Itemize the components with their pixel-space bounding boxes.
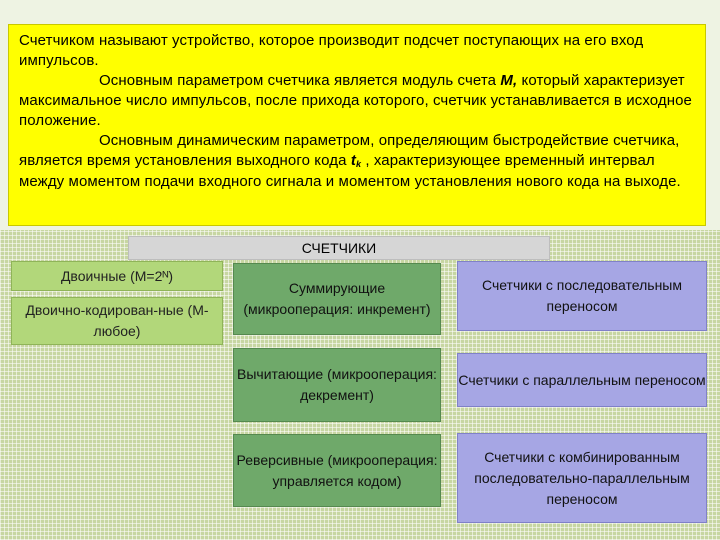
intro-p2-before: Основным параметром счетчика является модуль счета	[99, 72, 501, 89]
intro-paragraph-3	[19, 131, 695, 192]
subtracting-counters-box: Вычитающие (микрооперация: декремент)	[233, 348, 441, 422]
intro-p3-before: Основным динамическим параметром, определяющим быстродействие счетчика, является время установления выходного кода	[19, 132, 680, 169]
binary-counters-box: Двоичные (М=2ᴺ)	[11, 261, 223, 291]
intro-paragraph-2	[19, 71, 695, 131]
definition-text-box	[8, 24, 706, 226]
parallel-carry-counters-box: Счетчики с параллельным переносом	[457, 353, 707, 407]
intro-p2-after: который характеризует максимальное число импульсов, после прихода которого, счетчик устанавливается в исходное положение.	[19, 72, 692, 129]
summing-counters-box: Суммирующие (микрооперация: инкремент)	[233, 263, 441, 335]
combined-carry-counters-box: Счетчики с комбинированным последовательно-параллельным переносом	[457, 433, 707, 523]
modulus-symbol: M,	[500, 72, 518, 89]
reversible-counters-box: Реверсивные (микрооперация: управляется кодом)	[233, 434, 441, 507]
serial-carry-counters-box: Счетчики с последовательным переносом	[457, 261, 707, 331]
intro-p3-after: , характеризующее временный интервал между моментом подачи входного сигнала и моментом установления нового кода на выходе.	[19, 152, 681, 190]
intro-paragraph-1: Счетчиком называют устройство, которое производит подсчет поступающих на его вход импульсов.	[19, 32, 644, 69]
settling-time-symbol: $t_k$	[350, 152, 362, 169]
bcd-counters-box: Двоично-кодирован-ные (М-любое)	[11, 297, 223, 345]
counters-header: СЧЕТЧИКИ	[128, 236, 550, 260]
